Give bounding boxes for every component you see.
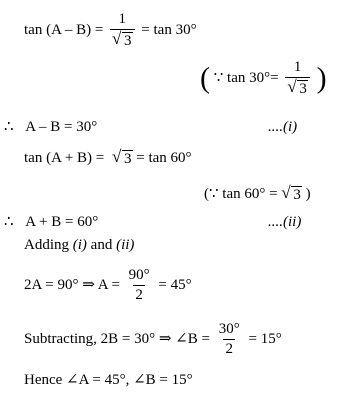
therefore-symbol: ∴ <box>4 119 14 135</box>
radical-sign: √ <box>287 77 297 96</box>
lhs-tan-a-minus-b: tan (A – B) = <box>24 21 104 38</box>
and-word: and <box>90 237 113 253</box>
fraction-one-over-root-three <box>285 60 310 97</box>
open-paren: ( <box>204 185 209 202</box>
fraction-denominator: 2 <box>135 287 143 303</box>
radicand: 3 <box>293 187 301 203</box>
result-a-minus-b <box>4 120 97 135</box>
square-root <box>287 77 308 97</box>
fraction-90-over-2 <box>127 268 152 303</box>
reason-tan-60 <box>204 183 311 203</box>
lhs-tan-a-plus-b: tan (A + B) = <box>24 149 105 166</box>
result-text: A + B = 60° <box>25 214 99 230</box>
reason-text: tan 30°= <box>227 69 279 86</box>
square-root <box>281 183 302 203</box>
conclusion: Hence ∠A = 45°, ∠B = 15° <box>24 372 193 388</box>
radicand: 3 <box>299 81 307 97</box>
fraction-denominator <box>110 29 135 49</box>
reason-text: tan 60° = <box>222 185 278 202</box>
close-paren: ) <box>305 185 311 202</box>
lhs-solve-b: Subtracting, 2B = 30° ⇒ ∠B = <box>24 330 210 347</box>
lhs-solve-a: 2A = 90° ⇒ A = <box>24 276 120 293</box>
rhs-15: = 15° <box>248 330 282 347</box>
fraction-denominator: 2 <box>225 341 233 357</box>
reason-tan-30 <box>200 60 327 97</box>
rhs-tan-30: = tan 30° <box>141 21 197 38</box>
fraction-numerator: 30° <box>218 321 240 337</box>
equation-tan-a-minus-b <box>24 12 197 49</box>
result-text: A – B = 30° <box>25 119 98 135</box>
adding-word: Adding <box>24 237 69 253</box>
therefore-symbol: ∴ <box>4 214 14 230</box>
equation-solve-a <box>24 268 192 303</box>
radical-sign: √ <box>112 147 122 166</box>
equation-solve-b <box>24 322 282 357</box>
fraction-one-over-root-three <box>110 12 135 49</box>
because-symbol: ∵ <box>209 185 219 202</box>
fraction-30-over-2 <box>217 322 242 357</box>
fraction-denominator <box>285 77 310 97</box>
ref-i: (i) <box>72 237 87 253</box>
radical-sign: √ <box>112 29 122 48</box>
fraction-numerator: 1 <box>293 59 302 75</box>
rhs-45: = 45° <box>158 276 192 293</box>
result-a-plus-b <box>4 215 98 230</box>
rhs-tan-60: = tan 60° <box>136 149 192 166</box>
equation-ref-i: ....(i) <box>268 119 298 135</box>
radicand: 3 <box>124 33 132 49</box>
fraction-numerator: 90° <box>128 267 150 283</box>
square-root <box>112 147 133 167</box>
ref-ii: (ii) <box>116 237 135 253</box>
because-symbol: ∵ <box>213 69 224 86</box>
square-root <box>112 29 133 49</box>
radical-sign: √ <box>281 183 291 202</box>
open-paren: ( <box>200 61 210 95</box>
equation-tan-a-plus-b <box>24 147 192 167</box>
equation-ref-ii: ....(ii) <box>268 214 302 230</box>
adding-instruction <box>24 238 134 253</box>
radicand: 3 <box>124 151 132 167</box>
close-paren: ) <box>316 61 327 95</box>
fraction-numerator: 1 <box>118 11 127 27</box>
